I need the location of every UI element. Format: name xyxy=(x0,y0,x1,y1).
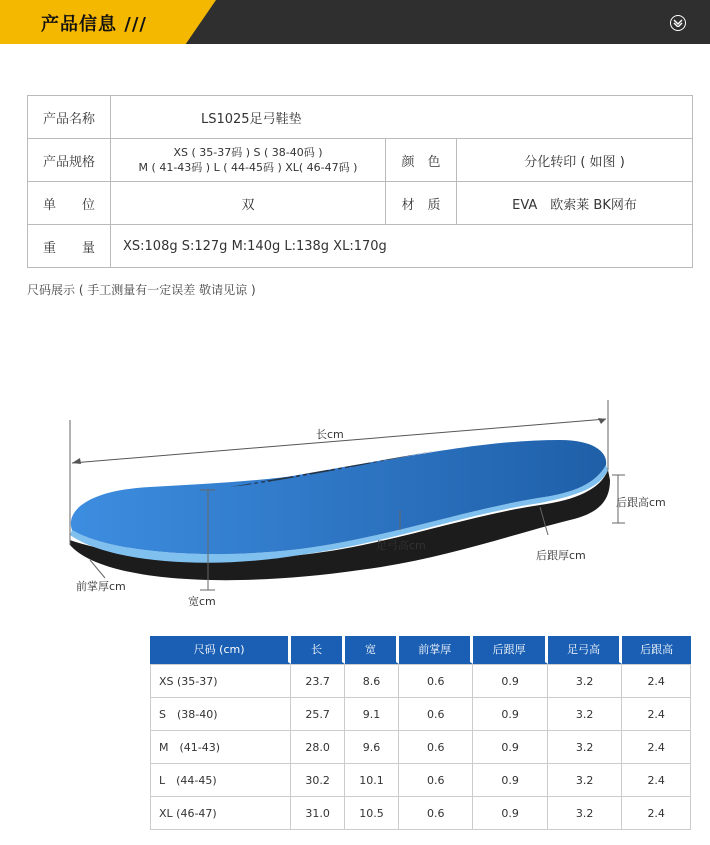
cell: 2.4 xyxy=(622,698,691,731)
header-length: 长 xyxy=(291,636,345,664)
table-row xyxy=(150,764,691,797)
size-table xyxy=(150,636,691,830)
cell: M (41-43) xyxy=(150,731,291,764)
length-label: 长cm xyxy=(316,428,344,441)
name-label: 产品名称 xyxy=(28,96,111,139)
cell: 0.9 xyxy=(473,764,547,797)
header-forefoot: 前掌厚 xyxy=(399,636,473,664)
material-value: EVA 欧索莱 BK网布 xyxy=(457,182,693,225)
header-heel-height: 后跟高 xyxy=(622,636,691,664)
cell: 0.6 xyxy=(399,764,473,797)
unit-value: 双 xyxy=(111,182,386,225)
cell: XL (46-47) xyxy=(150,797,291,830)
material-label: 材 质 xyxy=(386,182,457,225)
cell: 0.6 xyxy=(399,797,473,830)
cell: S (38-40) xyxy=(150,698,291,731)
size-note: 尺码展示 ( 手工测量有一定误差 敬请见谅 ) xyxy=(27,283,256,297)
header-heel-thickness: 后跟厚 xyxy=(473,636,547,664)
size-table-header xyxy=(150,636,691,664)
arch-height-label: 足弓高cm xyxy=(376,539,426,552)
table-row xyxy=(150,731,691,764)
heel-height-label: 后跟高cm xyxy=(616,496,666,509)
table-row xyxy=(150,664,691,698)
section-title: 产品信息 /// xyxy=(41,14,147,35)
color-value: 分化转印 ( 如图 ) xyxy=(457,139,693,182)
cell: 0.9 xyxy=(473,698,547,731)
cell: 0.6 xyxy=(399,698,473,731)
cell: 2.4 xyxy=(622,797,691,830)
header-arch: 足弓高 xyxy=(548,636,622,664)
heel-thickness-label: 后跟厚cm xyxy=(536,549,586,562)
spec-value xyxy=(111,139,386,182)
header-size: 尺码 (cm) xyxy=(150,636,291,664)
product-info-table xyxy=(27,95,693,268)
spec-line-2: M ( 41-43码 ) L ( 44-45码 ) XL( 46-47码 ) xyxy=(138,161,358,174)
spec-label: 产品规格 xyxy=(28,139,111,182)
color-label: 颜 色 xyxy=(386,139,457,182)
cell: 3.2 xyxy=(548,664,622,698)
cell: L (44-45) xyxy=(150,764,291,797)
name-value: LS1025足弓鞋垫 xyxy=(111,96,693,139)
cell: 28.0 xyxy=(291,731,345,764)
cell: 2.4 xyxy=(622,664,691,698)
cell: 3.2 xyxy=(548,797,622,830)
cell: 2.4 xyxy=(622,764,691,797)
cell: 0.6 xyxy=(399,664,473,698)
weight-label: 重 量 xyxy=(28,225,111,268)
cell: 0.9 xyxy=(473,731,547,764)
cell: 9.6 xyxy=(345,731,399,764)
cell: 10.5 xyxy=(345,797,399,830)
section-header xyxy=(0,0,710,44)
weight-value: XS:108g S:127g M:140g L:138g XL:170g xyxy=(111,225,693,268)
spec-line-1: XS ( 35-37码 ) S ( 38-40码 ) xyxy=(173,146,323,159)
cell: 0.9 xyxy=(473,797,547,830)
insole-image xyxy=(60,395,680,615)
table-row xyxy=(150,797,691,830)
cell: 31.0 xyxy=(291,797,345,830)
cell: 3.2 xyxy=(548,764,622,797)
unit-label: 单 位 xyxy=(28,182,111,225)
cell: 0.6 xyxy=(399,731,473,764)
cell: 30.2 xyxy=(291,764,345,797)
width-label: 宽cm xyxy=(188,595,216,608)
cell: 23.7 xyxy=(291,664,345,698)
insole-diagram xyxy=(60,395,680,615)
cell: 0.9 xyxy=(473,664,547,698)
cell: 10.1 xyxy=(345,764,399,797)
chevron-circle-icon[interactable] xyxy=(670,15,686,31)
cell: 2.4 xyxy=(622,731,691,764)
cell: 3.2 xyxy=(548,698,622,731)
cell: 3.2 xyxy=(548,731,622,764)
table-row xyxy=(150,698,691,731)
cell: 25.7 xyxy=(291,698,345,731)
header-width: 宽 xyxy=(345,636,399,664)
forefoot-thickness-label: 前掌厚cm xyxy=(76,580,126,593)
cell: 9.1 xyxy=(345,698,399,731)
cell: XS (35-37) xyxy=(150,664,291,698)
cell: 8.6 xyxy=(345,664,399,698)
